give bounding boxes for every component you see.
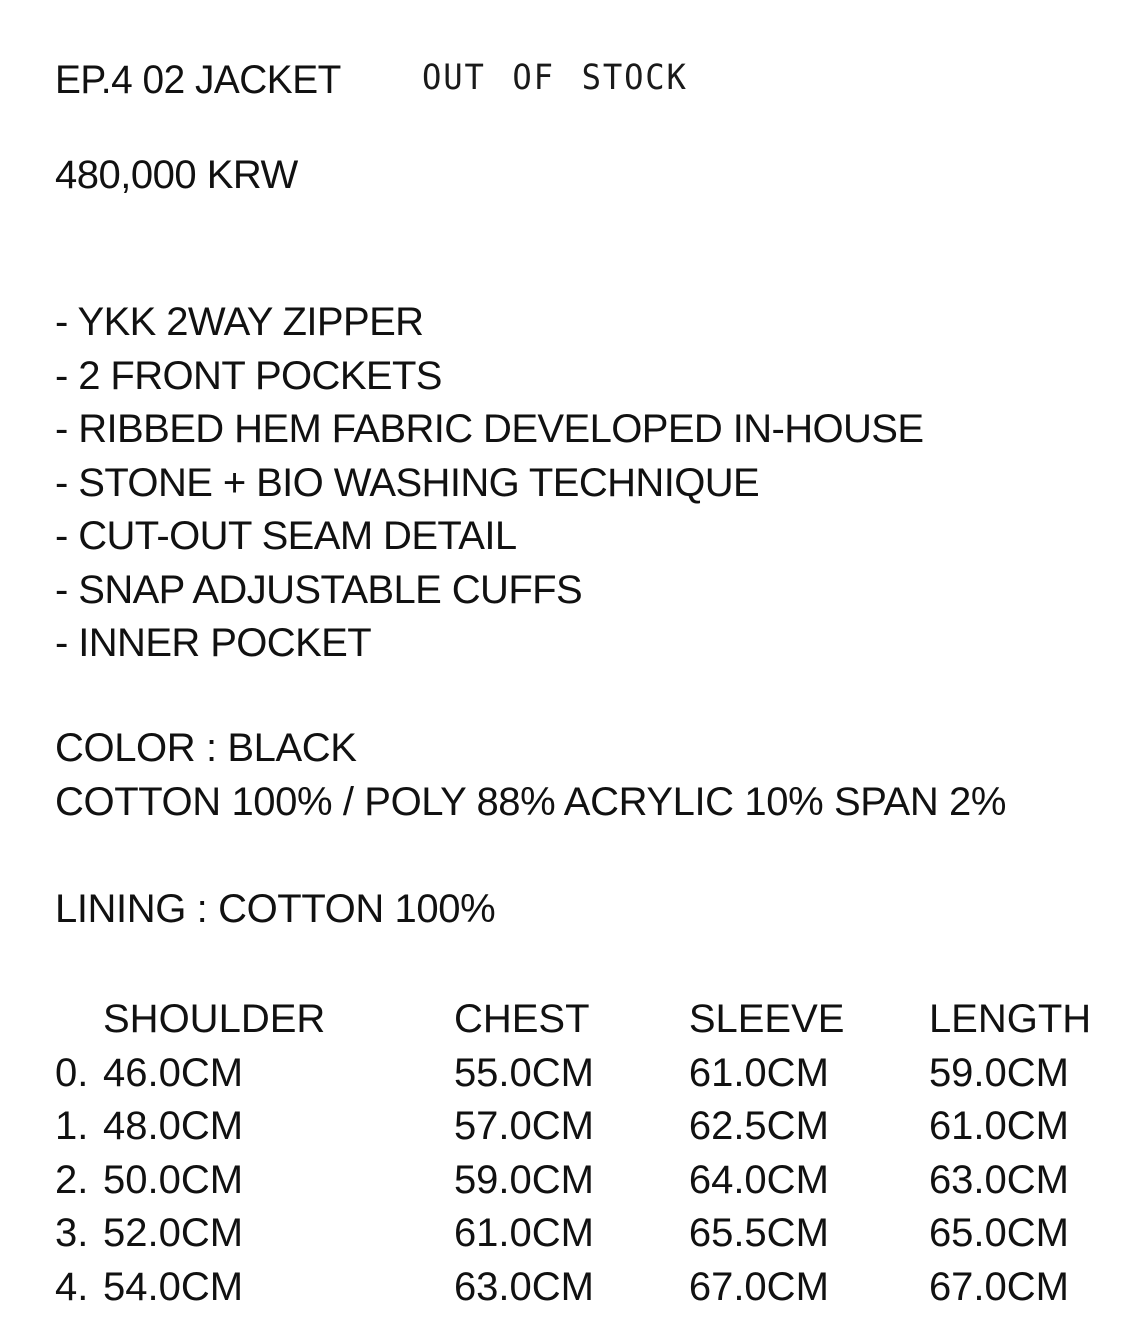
chest-cell: 55.0CM	[453, 1050, 594, 1095]
fabric-spec: COTTON 100% / POLY 88% ACRYLIC 10% SPAN 2%	[55, 780, 1007, 824]
header-length: LENGTH	[928, 997, 1092, 1041]
feature-item: - INNER POCKET	[55, 621, 372, 665]
length-cell: 65.0CM	[928, 1211, 1069, 1255]
length-cell: 61.0CM	[928, 1104, 1069, 1148]
stock-status-badge: OUT OF STOCK	[422, 58, 688, 98]
table-row	[55, 1154, 1125, 1208]
header-chest: CHEST	[453, 997, 590, 1041]
size-chart-header-row	[55, 993, 1125, 1047]
sleeve-cell: 64.0CM	[688, 1157, 829, 1202]
shoulder-value: 54.0CM	[103, 1264, 244, 1309]
size-index: 0.	[55, 1050, 89, 1095]
size-index: 1.	[55, 1104, 89, 1148]
product-price: 480,000 KRW	[55, 153, 298, 197]
size-chart-table	[55, 993, 1125, 1314]
sleeve-cell: 65.5CM	[688, 1211, 829, 1255]
feature-item: - RIBBED HEM FABRIC DEVELOPED IN-HOUSE	[55, 407, 924, 451]
chest-cell: 63.0CM	[453, 1264, 594, 1309]
chest-cell: 61.0CM	[453, 1211, 594, 1255]
sleeve-cell: 61.0CM	[688, 1050, 829, 1095]
feature-item: - STONE + BIO WASHING TECHNIQUE	[55, 460, 760, 505]
shoulder-value: 50.0CM	[103, 1157, 244, 1202]
table-row	[55, 1047, 1125, 1101]
chest-cell: 59.0CM	[453, 1157, 594, 1202]
feature-list	[55, 296, 923, 671]
feature-item: - SNAP ADJUSTABLE CUFFS	[55, 567, 583, 612]
shoulder-cell	[55, 1154, 454, 1208]
shoulder-cell	[55, 1207, 454, 1261]
shoulder-cell	[55, 1047, 454, 1101]
length-cell: 63.0CM	[928, 1157, 1069, 1202]
feature-item: - YKK 2WAY ZIPPER	[55, 300, 424, 344]
sleeve-cell: 62.5CM	[688, 1104, 829, 1148]
header-shoulder: SHOULDER	[103, 997, 326, 1041]
header-sleeve: SLEEVE	[688, 997, 845, 1041]
shoulder-cell	[55, 1100, 454, 1154]
shoulder-cell	[55, 1261, 454, 1315]
feature-item: - 2 FRONT POCKETS	[55, 353, 442, 398]
size-index: 4.	[55, 1264, 89, 1309]
chest-cell: 57.0CM	[453, 1104, 594, 1148]
sleeve-cell: 67.0CM	[688, 1264, 829, 1309]
table-row	[55, 1261, 1125, 1315]
size-index: 2.	[55, 1157, 89, 1202]
feature-item: - CUT-OUT SEAM DETAIL	[55, 514, 517, 558]
table-row	[55, 1100, 1125, 1154]
product-title: EP.4 02 JACKET	[55, 58, 341, 102]
shoulder-value: 48.0CM	[103, 1104, 244, 1148]
table-row	[55, 1207, 1125, 1261]
lining-spec: LINING : COTTON 100%	[55, 887, 496, 931]
length-cell: 59.0CM	[928, 1050, 1069, 1095]
shoulder-value: 46.0CM	[103, 1050, 244, 1095]
shoulder-value: 52.0CM	[103, 1211, 244, 1255]
length-cell: 67.0CM	[928, 1264, 1069, 1309]
size-index: 3.	[55, 1211, 89, 1255]
color-spec: COLOR : BLACK	[55, 726, 357, 770]
